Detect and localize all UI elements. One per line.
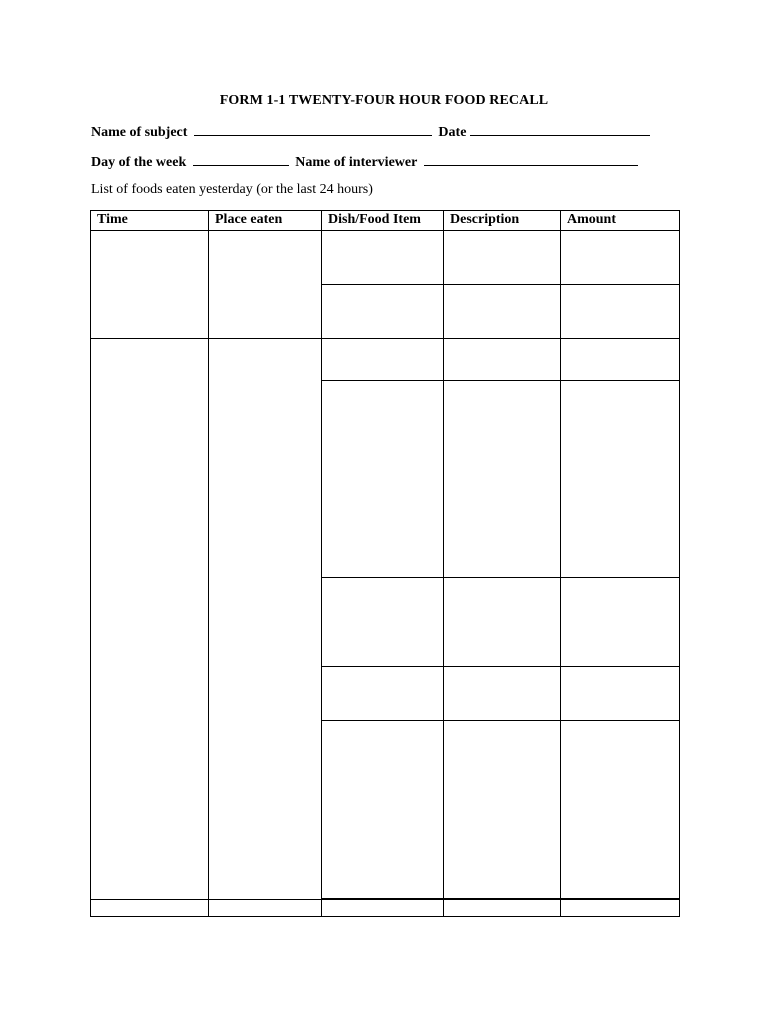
name-of-subject-field[interactable] [194,123,432,136]
table-header-row [91,211,680,231]
name-of-interviewer-label: Name of interviewer [295,155,418,170]
food-recall-table [90,210,680,917]
day-of-week-field[interactable] [193,153,289,166]
day-of-week-label: Day of the week [91,155,187,170]
header-place-eaten: Place eaten [209,211,322,231]
dish-food-item-cell[interactable] [322,285,444,339]
dish-food-item-cell[interactable] [322,381,444,578]
header-amount: Amount [561,211,680,231]
description-cell[interactable] [444,231,561,285]
instructions-text: List of foods eaten yesterday (or the last 24 hours) [91,182,373,197]
description-cell[interactable] [444,900,561,917]
place-eaten-cell[interactable] [209,339,322,900]
place-eaten-cell[interactable] [209,231,322,339]
amount-cell[interactable] [561,721,680,899]
description-cell[interactable] [444,667,561,721]
date-field[interactable] [470,123,650,136]
header-dish-food-item: Dish/Food Item [322,211,444,231]
day-interviewer-line [91,153,641,171]
description-cell[interactable] [444,339,561,381]
dish-food-item-cell[interactable] [322,667,444,721]
time-cell[interactable] [91,339,209,900]
amount-cell[interactable] [561,900,680,917]
description-cell[interactable] [444,285,561,339]
description-cell[interactable] [444,381,561,578]
date-label: Date [438,125,467,140]
time-cell[interactable] [91,231,209,339]
subject-date-line [91,123,653,141]
place-eaten-cell[interactable] [209,900,322,917]
dish-food-item-cell[interactable] [322,578,444,667]
amount-cell[interactable] [561,339,680,381]
amount-cell[interactable] [561,578,680,667]
header-time: Time [91,211,209,231]
amount-cell[interactable] [561,667,680,721]
dish-food-item-cell[interactable] [322,900,444,917]
table-row [91,339,680,381]
dish-food-item-cell[interactable] [322,339,444,381]
dish-food-item-cell[interactable] [322,721,444,899]
amount-cell[interactable] [561,381,680,578]
amount-cell[interactable] [561,231,680,285]
name-of-interviewer-field[interactable] [424,153,638,166]
name-of-subject-label: Name of subject [91,125,188,140]
table-row [91,900,680,917]
table-row [91,231,680,285]
header-description: Description [444,211,561,231]
form-title: FORM 1-1 TWENTY-FOUR HOUR FOOD RECALL [219,93,549,108]
dish-food-item-cell[interactable] [322,231,444,285]
description-cell[interactable] [444,578,561,667]
description-cell[interactable] [444,721,561,899]
time-cell[interactable] [91,900,209,917]
amount-cell[interactable] [561,285,680,339]
